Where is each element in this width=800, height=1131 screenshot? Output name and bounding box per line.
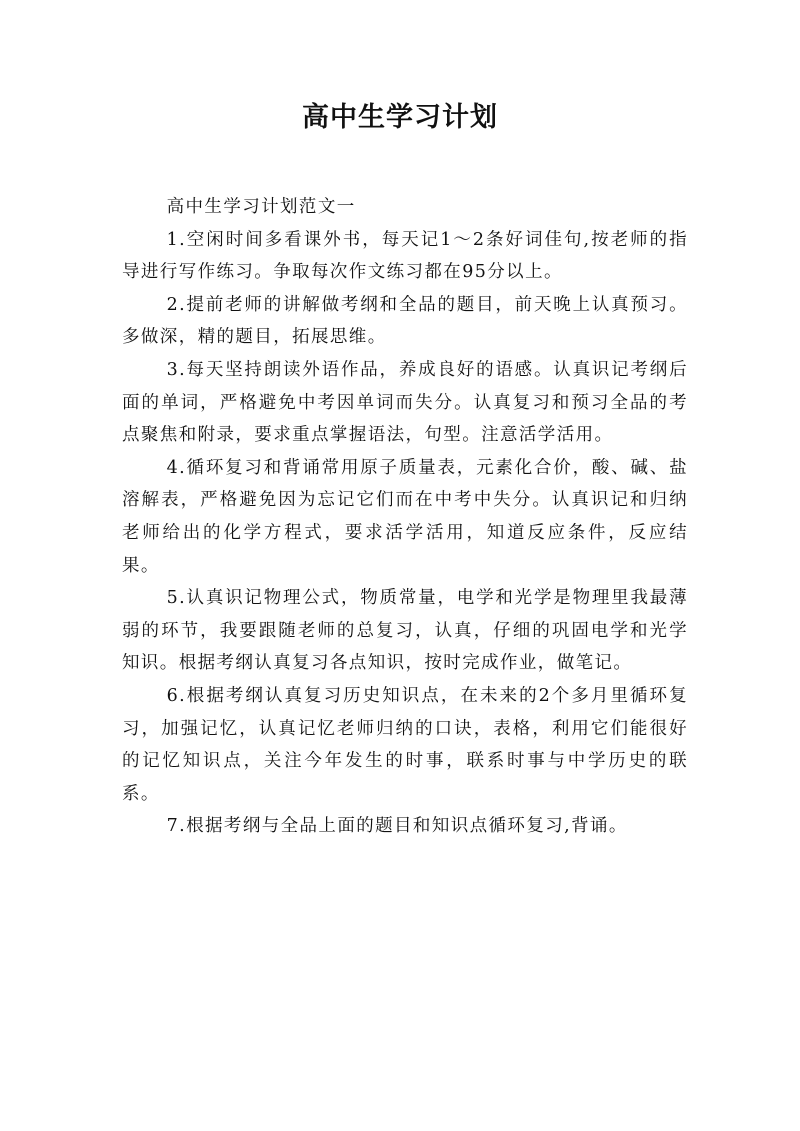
document-title: 高中生学习计划 — [302, 102, 498, 133]
plan-item-6: 6.根据考纲认真复习历史知识点，在未来的2个多月里循环复习，加强记忆，认真记忆老师归纳的口诀，表格，利用它们能很好的记忆知识点，关注今年发生的时事，联系时事与中学历史的联系。 — [122, 685, 688, 804]
plan-item-3: 3.每天坚持朗读外语作品，养成良好的语感。认真识记考纲后面的单词，严格避免中考因单词而失分。认真复习和预习全品的考点聚焦和附录，要求重点掌握语法，句型。注意活学活用。 — [122, 359, 688, 446]
plan-item-4: 4.循环复习和背诵常用原子质量表，元素化合价，酸、碱、盐溶解表，严格避免因为忘记它们而在中考中失分。认真识记和归纳老师给出的化学方程式，要求活学活用，知道反应条件，反应结果。 — [122, 457, 688, 576]
plan-item-2: 2.提前老师的讲解做考纲和全品的题目，前天晚上认真预习。多做深，精的题目，拓展思维。 — [122, 294, 688, 348]
plan-item-7: 7.根据考纲与全品上面的题目和知识点循环复习,背诵。 — [166, 816, 628, 837]
document-body — [122, 191, 688, 843]
plan-item-5: 5.认真识记物理公式，物质常量，电学和光学是物理里我最薄弱的环节，我要跟随老师的总复习，认真，仔细的巩固电学和光学知识。根据考纲认真复习各点知识，按时完成作业，做笔记。 — [122, 588, 688, 674]
section-heading: 高中生学习计划范文一 — [166, 197, 356, 217]
plan-item-1: 1.空闲时间多看课外书，每天记1～2条好词佳句,按老师的指导进行写作练习。争取每次作文练习都在95分以上。 — [122, 229, 688, 283]
